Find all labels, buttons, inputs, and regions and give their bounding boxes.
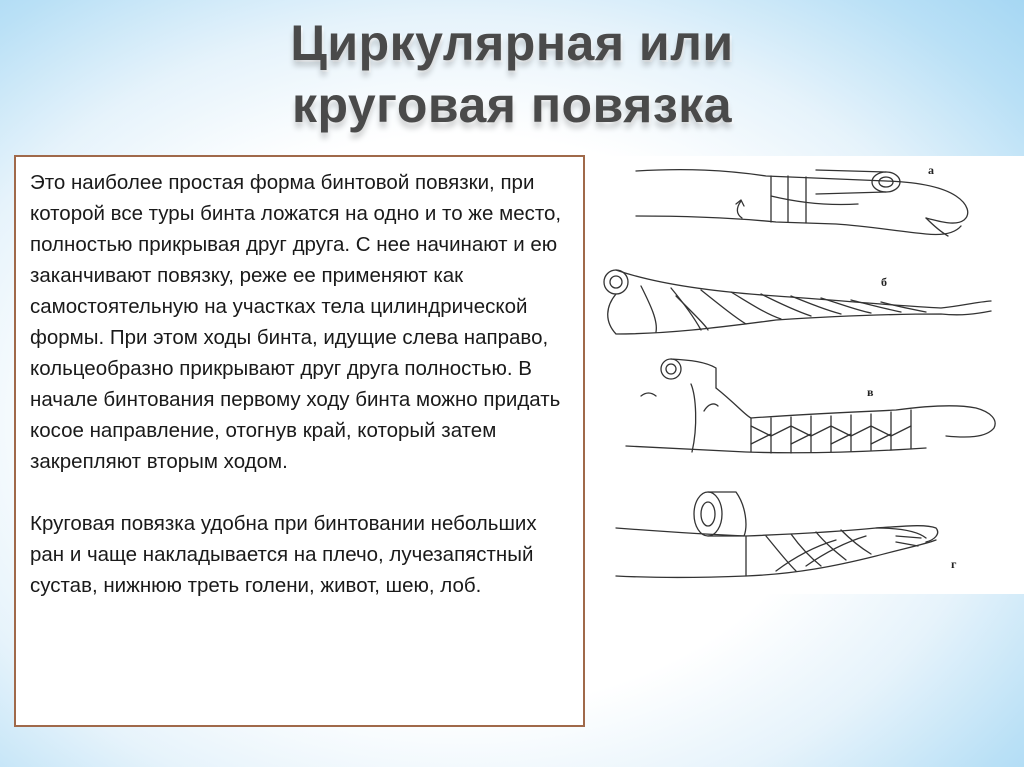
slide-title [0,12,1024,136]
bandage-drawing [596,156,1024,594]
bandage-illustration [596,156,1024,594]
description-paragraph-2: Круговая повязка удобна при бинтовании небольших ран и чаще накладывается на плечо, лучезапястный сустав, нижнюю треть голени, живот, шею, лоб. [30,512,537,597]
slide-title-line-2: круговая повязка [291,77,733,133]
label-d: г [951,557,957,571]
panel-c-arm [626,359,995,453]
label-b: б [881,275,887,289]
panel-d-arm [616,492,938,578]
description-box [14,155,585,727]
label-a: а [928,163,934,177]
panel-a-arm [636,170,968,236]
description-paragraph-1: Это наиболее простая форма бинтовой повязки, при которой все туры бинта ложатся на одно и то же место, полностью прикрывая друг друга. С нее начинают и ею заканчивают повязку, реже ее применяют как самостоятельную на участках тела цилиндрической формы. При этом ходы бинта, идущие слева направо, кольцеобразно прикрывают друг друга полностью. В начале бинтования первому ходу бинта можно придать косое направление, отогнув край, который затем закрепляют вторым ходом. [30,171,562,473]
panel-b-arm [604,270,991,334]
label-c: в [867,385,874,399]
slide-title-line-1: Циркулярная или [290,15,734,71]
